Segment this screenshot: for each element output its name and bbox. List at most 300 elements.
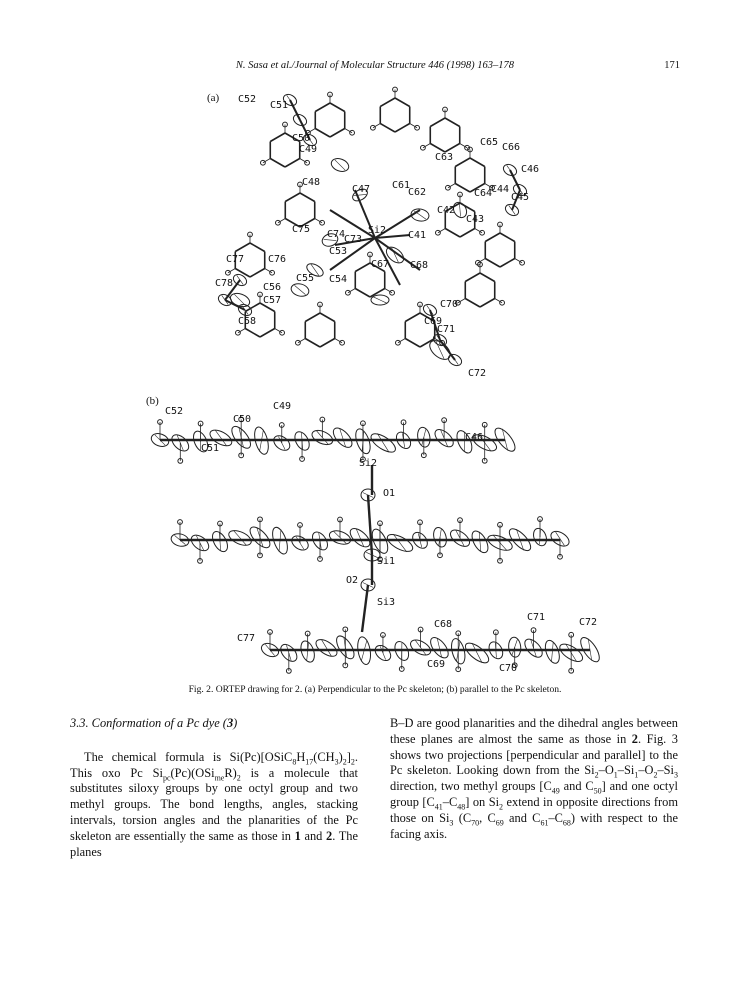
hydrogen-atom xyxy=(178,458,183,463)
hydrogen-atom xyxy=(418,302,423,307)
atom-ellipsoid xyxy=(503,202,520,218)
hydrogen-atom xyxy=(286,668,291,673)
bond xyxy=(368,495,372,555)
hydrogen-atom xyxy=(248,232,253,237)
atom-ellipsoid xyxy=(292,429,312,452)
hydrogen-atom xyxy=(305,160,310,165)
atom-ellipsoid xyxy=(310,428,335,448)
atom-label: C72 xyxy=(468,368,487,379)
bond xyxy=(455,184,470,193)
hydrogen-atom xyxy=(438,553,443,558)
bond xyxy=(485,259,500,268)
atom-ellipsoid xyxy=(291,112,308,128)
bond xyxy=(245,303,260,312)
bond xyxy=(485,184,492,188)
atom-ellipsoid xyxy=(446,352,463,368)
atom-label: C50 xyxy=(233,414,252,425)
ellipsoid-axis xyxy=(219,533,220,551)
bond xyxy=(398,339,405,343)
bond xyxy=(430,118,445,127)
hydrogen-atom xyxy=(440,340,445,345)
atom-ellipsoid xyxy=(421,302,438,318)
bond xyxy=(250,269,265,278)
ellipsoid-axis xyxy=(493,535,507,550)
bond xyxy=(375,210,420,238)
ellipsoid-axis xyxy=(566,644,577,662)
atom-ellipsoid xyxy=(385,531,415,555)
atom-label: Si3 xyxy=(377,597,396,608)
hydrogen-atom xyxy=(320,417,325,422)
hydrogen-atom xyxy=(465,145,470,150)
atom-ellipsoid xyxy=(501,162,518,178)
hydrogen-atom xyxy=(378,557,383,562)
page-number: 171 xyxy=(664,60,680,71)
atom-ellipsoid xyxy=(191,429,211,454)
hydrogen-atom xyxy=(393,87,398,92)
atom-ellipsoid xyxy=(557,641,585,665)
ellipsoid-axis xyxy=(335,160,345,170)
ellipsoid-axis xyxy=(177,435,183,450)
hydrogen-atom xyxy=(456,631,461,636)
bond xyxy=(238,329,245,333)
atom-ellipsoid xyxy=(451,200,469,220)
ellipsoid-axis xyxy=(215,430,226,446)
bond xyxy=(228,269,235,273)
atom-label: C70 xyxy=(440,299,459,310)
hydrogen-atom xyxy=(569,668,574,673)
atom-ellipsoid xyxy=(548,528,571,549)
bond xyxy=(445,118,460,127)
hydrogen-atom xyxy=(498,222,503,227)
hydrogen-atom xyxy=(279,423,284,428)
atom-ellipsoid xyxy=(270,525,291,555)
hydrogen-atom xyxy=(418,520,423,525)
ellipsoid-axis xyxy=(418,533,421,547)
hydrogen-atom xyxy=(258,553,263,558)
atom-ellipsoid xyxy=(531,526,549,547)
ellipsoid-axis xyxy=(287,95,293,104)
hydrogen-atom xyxy=(443,107,448,112)
hydrogen-atom xyxy=(390,290,395,295)
bond xyxy=(495,299,502,303)
hydrogen-atom xyxy=(280,330,285,335)
bond xyxy=(370,263,385,272)
ellipsoid-axis xyxy=(234,294,245,305)
bond xyxy=(345,129,352,133)
bond xyxy=(460,229,475,238)
atom-ellipsoid xyxy=(259,641,280,659)
atom-label: C78 xyxy=(215,278,234,289)
atom-ellipsoid xyxy=(170,532,190,548)
atom-ellipsoid xyxy=(149,431,170,448)
bond xyxy=(235,243,250,252)
atom-ellipsoid xyxy=(470,431,499,454)
ellipsoid-axis xyxy=(392,248,399,263)
atom-label: Si2 xyxy=(359,458,378,469)
atom-ellipsoid xyxy=(320,232,339,249)
ellipsoid-axis xyxy=(234,531,247,545)
figure-caption: Fig. 2. ORTEP drawing for 2. (a) Perpendicular to the Pc skeleton; (b) parallel to the Pc skeleton. xyxy=(188,684,562,695)
paragraph: B–D are good planarities and the dihedral angles between these planes are almost the same as those in 2. Fig. 3 shows two projections [perpendicular and parallel] to the Pc skeleton. Looking down from the $Si_2-O_1-Si_1-O_2-Si_3$ direction, two methyl groups [$C_{49}$ and $C_{50}$] and one octyl group $[C_{41}-C_{48}]$ on $Si_2$ extend in opposite directions from those on $Si_3$ ($C_{70}$, $C_{69}$ and $C_{61}-C_{68}$) with respect to the facing axis. xyxy=(390,716,678,841)
hydrogen-atom xyxy=(298,523,303,528)
hydrogen-atom xyxy=(318,557,323,562)
atom-ellipsoid xyxy=(207,427,234,449)
ellipsoid-axis xyxy=(362,431,364,452)
atom-label: C71 xyxy=(437,324,456,335)
atom-label: C62 xyxy=(408,187,427,198)
bond xyxy=(395,124,410,133)
ellipsoid-axis xyxy=(456,641,460,661)
atom-ellipsoid xyxy=(188,532,211,554)
ellipsoid-axis xyxy=(380,646,385,659)
bond xyxy=(405,313,420,322)
bond xyxy=(308,129,315,133)
bond xyxy=(480,273,495,282)
ellipsoid-axis xyxy=(222,295,228,304)
hydrogen-atom xyxy=(480,230,485,235)
hydrogen-atom xyxy=(158,420,163,425)
ellipsoid-axis xyxy=(512,640,517,655)
hydrogen-atom xyxy=(378,521,383,526)
atom-ellipsoid xyxy=(410,208,430,223)
bond xyxy=(260,329,275,338)
bond xyxy=(470,158,485,167)
atom-label: C64 xyxy=(474,188,493,199)
atom-ellipsoid xyxy=(227,528,254,549)
atom-ellipsoid xyxy=(247,524,274,551)
atom-ellipsoid xyxy=(431,526,448,549)
hydrogen-atom xyxy=(458,518,463,523)
bond xyxy=(500,233,515,242)
atom-label: C44 xyxy=(491,184,510,195)
atom-label: C53 xyxy=(329,246,348,257)
ellipsoid-axis xyxy=(472,643,482,663)
bond xyxy=(300,219,315,228)
atom-labels xyxy=(165,94,597,674)
ellipsoid-axis xyxy=(307,643,309,661)
atom-ellipsoid xyxy=(353,427,373,456)
hydrogen-atom xyxy=(258,517,263,522)
bond xyxy=(285,159,300,168)
atom-ellipsoid xyxy=(356,636,373,666)
ellipsoid-axis xyxy=(531,640,536,657)
atom-label: O2 xyxy=(346,575,359,586)
hydrogen-atom xyxy=(482,458,487,463)
ellipsoid-axis xyxy=(366,552,378,557)
hydrogen-atom xyxy=(468,147,473,152)
ellipsoid-axis xyxy=(344,637,347,658)
atom-label: C61 xyxy=(392,180,411,191)
hydrogen-atom xyxy=(456,667,461,672)
atom-label: C49 xyxy=(273,401,292,412)
bond xyxy=(470,184,485,193)
hydrogen-atom xyxy=(236,330,241,335)
ellipsoid-axis xyxy=(439,529,442,545)
hydrogen-atom xyxy=(318,302,323,307)
bond xyxy=(420,339,435,348)
ellipsoid-axis xyxy=(307,135,313,144)
ellipsoid-axis xyxy=(279,529,281,551)
atom-ellipsoid xyxy=(333,633,357,661)
atom-ellipsoid xyxy=(309,529,330,552)
atom-ellipsoid xyxy=(298,639,317,664)
ellipsoid-axis xyxy=(237,275,243,284)
hydrogen-atom xyxy=(436,230,441,235)
ellipsoid-axis xyxy=(334,531,347,543)
atom-label: C77 xyxy=(237,633,256,644)
atom-ellipsoid xyxy=(228,423,253,451)
ellipsoid-axis xyxy=(456,530,464,546)
atom-label: C43 xyxy=(466,214,485,225)
atom-ellipsoid xyxy=(372,642,393,663)
hydrogen-atom xyxy=(298,182,303,187)
ellipsoid-axis xyxy=(495,643,496,657)
hydrogen-atom xyxy=(421,145,426,150)
ortep-panel-b xyxy=(149,417,602,673)
hydrogen-atom xyxy=(283,122,288,127)
atom-ellipsoid xyxy=(432,426,456,450)
ellipsoid-axis xyxy=(317,431,329,444)
ellipsoid-axis xyxy=(422,429,426,445)
atom-ellipsoid xyxy=(236,302,253,318)
atom-ellipsoid xyxy=(449,637,467,665)
hydrogen-atom xyxy=(500,300,505,305)
atom-label: O1 xyxy=(383,488,396,499)
atom-ellipsoid xyxy=(431,332,448,348)
bond xyxy=(315,129,330,138)
ellipsoid-axis xyxy=(278,437,285,450)
bond xyxy=(430,144,445,153)
bond xyxy=(420,313,435,322)
atom-label: C68 xyxy=(410,260,429,271)
bond xyxy=(298,339,305,343)
ellipsoid-axis xyxy=(556,532,565,545)
ellipsoid-axis xyxy=(509,205,515,214)
ellipsoid-axis xyxy=(354,194,367,195)
hydrogen-atom xyxy=(371,125,376,130)
atom-label: C57 xyxy=(263,295,282,306)
atom-label: C48 xyxy=(302,177,321,188)
ellipsoid-axis xyxy=(517,185,523,194)
bond xyxy=(320,339,335,348)
bond xyxy=(270,159,285,168)
ellipsoid-axis xyxy=(302,433,303,449)
hydrogen-atom xyxy=(381,633,386,638)
ellipsoid-axis xyxy=(174,535,185,544)
atom-label: C76 xyxy=(268,254,287,265)
hydrogen-atom xyxy=(343,627,348,632)
ellipsoid-axis xyxy=(415,640,425,654)
atom-ellipsoid xyxy=(290,282,310,298)
ellipsoid-axis xyxy=(452,355,458,364)
hydrogen-atom xyxy=(421,453,426,458)
atom-ellipsoid xyxy=(383,244,406,266)
bond xyxy=(485,233,500,242)
atom-ellipsoid xyxy=(543,638,562,665)
atom-ellipsoid xyxy=(351,187,370,204)
ellipsoid-axis xyxy=(363,583,373,588)
bond xyxy=(305,313,320,322)
atom-ellipsoid xyxy=(462,640,491,667)
running-title: N. Sasa et al./Journal of Molecular Structure 446 (1998) 163–178 xyxy=(235,60,515,71)
bond xyxy=(370,289,385,298)
ellipsoid-axis xyxy=(479,532,481,551)
hydrogen-atom xyxy=(328,92,333,97)
hydrogen-atom xyxy=(531,628,536,633)
hydrogen-atom xyxy=(296,340,301,345)
ellipsoid-axis xyxy=(265,644,274,655)
atom-ellipsoid xyxy=(416,426,432,448)
bond xyxy=(460,144,467,148)
atom-ellipsoid xyxy=(313,636,340,659)
hydrogen-atom xyxy=(305,631,310,636)
bond xyxy=(455,158,470,167)
hydrogen-atom xyxy=(401,420,406,425)
atom-ellipsoid xyxy=(410,530,431,552)
running-header xyxy=(70,60,680,76)
bond xyxy=(330,238,375,270)
atom-label: C72 xyxy=(579,617,598,628)
bond xyxy=(380,98,395,107)
atom-ellipsoid xyxy=(169,432,192,454)
bond xyxy=(278,219,285,223)
hydrogen-atom xyxy=(458,192,463,197)
bond xyxy=(260,303,275,312)
hydrogen-atom xyxy=(343,663,348,668)
hydrogen-atom xyxy=(418,627,423,632)
ellipsoid-axis xyxy=(414,211,426,219)
ellipsoid-axis xyxy=(286,645,291,660)
hydrogen-atom xyxy=(456,300,461,305)
hydrogen-atom xyxy=(442,418,447,423)
atom-label: C75 xyxy=(292,224,311,235)
ellipsoid-axis xyxy=(437,335,443,344)
bond xyxy=(305,339,320,348)
bond xyxy=(460,203,475,212)
atom-ellipsoid xyxy=(216,292,233,308)
ellipsoid-axis xyxy=(588,639,592,661)
atom-ellipsoid xyxy=(231,272,248,288)
hydrogen-atom xyxy=(478,262,483,267)
ellipsoid-axis xyxy=(356,529,364,547)
bond xyxy=(300,193,315,202)
ellipsoid-axis xyxy=(377,433,389,452)
bond xyxy=(380,124,395,133)
bond xyxy=(275,329,282,333)
bond xyxy=(355,289,370,298)
bond xyxy=(465,273,480,282)
hydrogen-atom xyxy=(569,632,574,637)
atom-ellipsoid xyxy=(369,527,391,556)
bond xyxy=(423,144,430,148)
bond xyxy=(335,238,375,245)
atom-label: C49 xyxy=(299,144,318,155)
atom-label: C55 xyxy=(296,273,315,284)
bond xyxy=(285,193,300,202)
atom-ellipsoid xyxy=(364,549,380,561)
bond xyxy=(225,280,240,300)
bond xyxy=(510,170,520,190)
bond xyxy=(445,229,460,238)
bond xyxy=(405,339,420,348)
bond xyxy=(300,120,310,140)
bond xyxy=(478,259,485,263)
hydrogen-atom xyxy=(361,421,366,426)
atom-ellipsoid xyxy=(252,426,271,456)
atom-label: C66 xyxy=(502,142,521,153)
ellipsoid-axis xyxy=(297,115,303,124)
bond xyxy=(385,289,392,293)
hydrogen-atom xyxy=(178,520,183,525)
atom-label: C69 xyxy=(427,659,446,670)
hydrogen-atom xyxy=(512,663,517,668)
ellipsoid-axis xyxy=(441,430,448,446)
hydrogen-atom xyxy=(350,130,355,135)
atom-ellipsoid xyxy=(271,433,293,454)
hydrogen-atom xyxy=(399,667,404,672)
atom-ellipsoid xyxy=(408,637,433,658)
hydrogen-atom xyxy=(346,290,351,295)
bond xyxy=(355,190,375,238)
atom-label: C73 xyxy=(344,234,363,245)
atom-label: C42 xyxy=(437,205,456,216)
bond xyxy=(335,339,342,343)
atom-label: C77 xyxy=(226,254,245,265)
atom-label: C67 xyxy=(371,259,390,270)
atom-ellipsoid xyxy=(448,527,473,550)
atom-ellipsoid xyxy=(330,425,355,451)
bond xyxy=(320,313,335,322)
atom-ellipsoid xyxy=(301,132,318,148)
ellipsoid-axis xyxy=(502,429,507,451)
hydrogen-atom xyxy=(476,260,481,265)
hydrogen-atom xyxy=(498,558,503,563)
bond xyxy=(435,339,442,343)
atom-label: C63 xyxy=(435,152,454,163)
ellipsoid-axis xyxy=(196,536,203,550)
atom-ellipsoid xyxy=(371,295,389,305)
bond xyxy=(300,159,307,163)
atom-label: C56 xyxy=(263,282,282,293)
hydrogen-atom xyxy=(520,260,525,265)
hydrogen-atom xyxy=(368,252,373,257)
hydrogen-atom xyxy=(361,457,366,462)
bond xyxy=(445,144,460,153)
bond xyxy=(445,203,460,212)
ellipsoid-axis xyxy=(155,435,165,445)
ellipsoid-axis xyxy=(459,204,460,217)
bond xyxy=(290,100,300,120)
left-column xyxy=(70,716,358,860)
bond xyxy=(410,124,417,128)
bond xyxy=(330,210,375,238)
atom-label: C65 xyxy=(480,137,499,148)
atom-ellipsoid xyxy=(394,430,414,452)
atom-label: C50 xyxy=(292,133,311,144)
atom-label: C54 xyxy=(329,274,348,285)
hydrogen-atom xyxy=(320,220,325,225)
bond xyxy=(373,124,380,128)
panel-a-label: (a) xyxy=(207,92,220,104)
hydrogen-atom xyxy=(218,521,223,526)
ellipsoid-axis xyxy=(393,534,406,552)
atom-ellipsoid xyxy=(347,525,373,550)
hydrogen-atom xyxy=(306,130,311,135)
ellipsoid-axis xyxy=(478,434,491,451)
bond xyxy=(438,229,445,233)
ellipsoid-axis xyxy=(437,638,441,657)
ellipsoid-axis xyxy=(427,305,433,314)
